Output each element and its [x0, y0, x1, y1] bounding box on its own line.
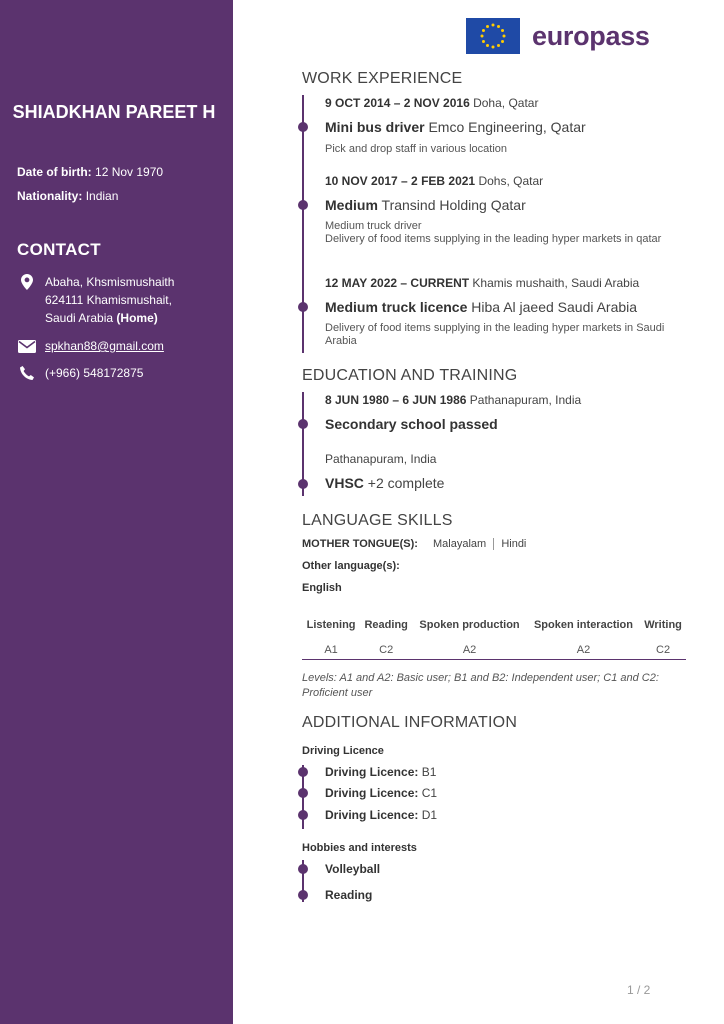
licence-item: Driving Licence: D1	[325, 808, 438, 822]
additional-info-title: ADDITIONAL INFORMATION	[302, 714, 518, 731]
flag-star	[503, 35, 506, 38]
licence-item: Driving Licence: C1	[325, 786, 438, 800]
eu-flag-icon	[466, 18, 520, 54]
logo-text: europass	[532, 20, 650, 51]
work-dates: 9 OCT 2014 – 2 NOV 2016 Doha, Qatar	[325, 96, 539, 110]
dob-row	[17, 165, 163, 179]
sidebar	[0, 0, 233, 1024]
mail-icon	[17, 337, 37, 355]
timeline-dot	[298, 810, 308, 820]
other-language-name: English	[302, 582, 342, 594]
contact-title: CONTACT	[17, 240, 101, 259]
flag-star	[492, 24, 495, 27]
address-tag: (Home)	[116, 311, 158, 325]
nationality-row	[17, 189, 118, 203]
edu-dates: 8 JUN 1980 – 6 JUN 1986 Pathanapuram, India	[325, 393, 582, 407]
driving-licence-label: Driving Licence	[302, 745, 384, 757]
phone-row	[17, 364, 143, 382]
nationality-label: Nationality:	[17, 189, 83, 203]
phone-icon	[17, 364, 37, 382]
table-row	[302, 644, 686, 660]
email-link[interactable]: spkhan88@gmail.com	[45, 339, 164, 353]
hobby-item: Volleyball	[325, 862, 381, 876]
flag-star	[482, 29, 485, 32]
location-pin-icon	[17, 273, 37, 291]
work-description: Medium truck driver	[325, 220, 422, 232]
licence-item: Driving Licence: B1	[325, 765, 437, 779]
timeline-dot	[298, 767, 308, 777]
language-table	[302, 610, 686, 660]
work-dates: 10 NOV 2017 – 2 FEB 2021 Dohs, Qatar	[325, 174, 544, 188]
work-role: Medium Transind Holding Qatar	[325, 197, 526, 213]
col-writing: Writing	[644, 619, 682, 631]
address-line: Saudi Arabia (Home)	[45, 311, 158, 325]
timeline-dot	[298, 788, 308, 798]
divider	[493, 538, 494, 550]
level-cell: A2	[527, 644, 640, 660]
timeline-dot	[298, 864, 308, 874]
level-cell: C2	[640, 644, 686, 660]
flag-star	[486, 25, 489, 28]
col-spoken-production: Spoken production	[419, 619, 520, 631]
level-cell: A1	[302, 644, 360, 660]
levels-legend: Levels: A1 and A2: Basic user; B1 and B2: Independent user; C1 and C2: Proficient user	[302, 672, 659, 699]
edu-qualification: VHSC +2 complete	[325, 475, 445, 491]
timeline-dot	[298, 200, 308, 210]
page-number: 1 / 2	[627, 983, 651, 997]
flag-star	[497, 25, 500, 28]
col-reading: Reading	[364, 619, 408, 631]
education-title: EDUCATION AND TRAINING	[302, 367, 518, 384]
work-role: Medium truck licence Hiba Al jaeed Saudi Arabia	[325, 299, 638, 315]
mother-tongue-label: MOTHER TONGUE(S):	[302, 538, 418, 550]
address-line: 624111 Khamismushait,	[45, 293, 172, 307]
work-description: Delivery of food items supplying in the leading hyper markets in qatar	[325, 233, 662, 245]
work-role: Mini bus driver Emco Engineering, Qatar	[325, 119, 586, 135]
hobby-item: Reading	[325, 888, 373, 902]
email-row	[17, 337, 164, 355]
flag-star	[486, 44, 489, 47]
language-skills-title: LANGUAGE SKILLS	[302, 512, 453, 529]
timeline-dot	[298, 419, 308, 429]
work-description: Delivery of food items supplying in the leading hyper markets in Saudi Arabia	[325, 322, 665, 347]
flag-star	[481, 35, 484, 38]
flag-star	[501, 29, 504, 32]
phone-number: (+966) 548172875	[45, 366, 144, 380]
hobbies-label: Hobbies and interests	[302, 842, 417, 854]
flag-star	[492, 46, 495, 49]
flag-star	[497, 44, 500, 47]
work-description: Pick and drop staff in various location	[325, 143, 508, 155]
col-spoken-interaction: Spoken interaction	[533, 619, 633, 631]
mother-tongue-values	[433, 538, 526, 550]
dob-label: Date of birth:	[17, 165, 92, 179]
work-experience-title: WORK EXPERIENCE	[302, 70, 463, 87]
mother-tongue: Hindi	[501, 538, 527, 550]
timeline-dot	[298, 302, 308, 312]
work-dates: 12 MAY 2022 – CURRENT Khamis mushaith, Saudi Arabia	[325, 276, 640, 290]
mother-tongue: Malayalam	[433, 538, 487, 550]
timeline-dot	[298, 479, 308, 489]
other-languages-label: Other language(s):	[302, 560, 400, 572]
edu-qualification: Secondary school passed	[325, 416, 498, 432]
level-cell: C2	[360, 644, 412, 660]
flag-star	[482, 40, 485, 43]
timeline-dot	[298, 890, 308, 900]
dob-value: 12 Nov 1970	[95, 165, 164, 179]
address-text	[45, 273, 174, 327]
timeline-line	[302, 95, 304, 353]
timeline-dot	[298, 122, 308, 132]
nationality-value: Indian	[85, 189, 119, 203]
language-table-header	[302, 610, 686, 644]
address-line: Abaha, Khsmismushaith	[45, 275, 175, 289]
flag-star	[501, 40, 504, 43]
edu-place: Pathanapuram, India	[325, 452, 437, 466]
person-name: SHIADKHAN PAREET H	[12, 102, 216, 122]
europass-logo	[466, 18, 650, 54]
level-cell: A2	[412, 644, 527, 660]
col-listening: Listening	[306, 619, 356, 631]
address-row	[17, 273, 174, 327]
